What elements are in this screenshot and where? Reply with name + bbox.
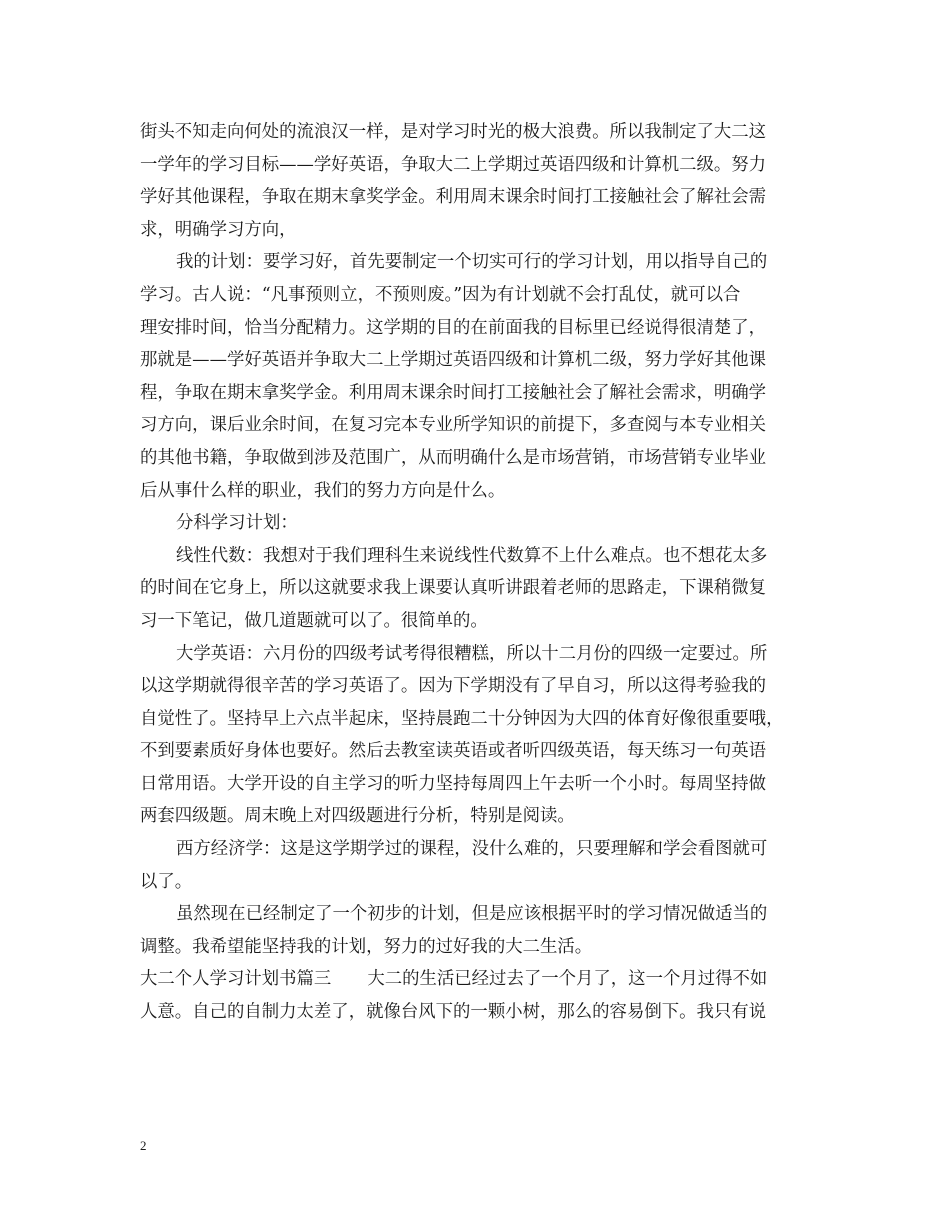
text-line: 那就是——学好英语并争取大二上学期过英语四级和计算机二级，努力学好其他课 [140,350,767,371]
text-line: 虽然现在已经制定了一个初步的计划，但是应该根据平时的学习情况做适当的 [176,904,768,925]
text-line: 以这学期就得很辛苦的学习英语了。因为下学期没有了早自习，所以这得考验我的 [140,676,767,697]
text-line: 自觉性了。坚持早上六点半起床，坚持晨跑二十分钟因为大四的体育好像很重要哦， [140,708,784,729]
text-line: 我的计划：要学习好，首先要制定一个切实可行的学习计划，用以指导自己的 [176,252,768,273]
text-line: 的时间在它身上，所以这就要求我上课要认真听讲跟着老师的思路走，下课稍微复 [140,578,767,599]
text-line: 程，争取在期末拿奖学金。利用周末课余时间打工接触社会了解社会需求，明确学 [140,382,767,403]
text-line: 调整。我希望能坚持我的计划，努力的过好我的大二生活。 [140,936,593,957]
text-line: 西方经济学：这是这学期学过的课程，没什么难的，只要理解和学会看图就可 [176,839,768,860]
text-line: 学好其他课程，争取在期末拿奖学金。利用周末课余时间打工接触社会了解社会需 [140,187,767,208]
text-line: 街头不知走向何处的流浪汉一样，是对学习时光的极大浪费。所以我制定了大二这 [140,122,767,142]
text-line: 线性代数：我想对于我们理科生来说线性代数算不上什么难点。也不想花太多 [176,545,768,566]
text-line: 不到要素质好身体也要好。然后去教室读英语或者听四级英语，每天练习一句英语 [140,741,767,762]
page-number: 2 [140,1138,147,1153]
text-line: 日常用语。大学开设的自主学习的听力坚持每周四上午去听一个小时。每周坚持做 [140,773,767,794]
text-line: 两套四级题。周末晚上对四级题进行分析，特别是阅读。 [140,806,575,827]
document-body [140,116,812,1029]
text-line: 人意。自己的自制力太差了，就像台风下的一颗小树，那么的容易倒下。我只有说 [140,1002,767,1023]
text-line: 习一下笔记，做几道题就可以了。很简单的。 [140,610,488,631]
text-line: 理安排时间，恰当分配精力。这学期的目的在前面我的目标里已经说得很清楚了， [140,317,767,338]
section-heading: 分科学习计划： [176,513,298,534]
text-line: 学习。古人说：“凡事预则立，不预则废。”因为有计划就不会打乱仗，就可以合 [140,284,741,305]
section-title: 大二个人学习计划书篇三 [140,969,332,990]
text-line: 一学年的学习目标——学好英语，争取大二上学期过英语四级和计算机二级。努力 [140,154,767,175]
text-line: 求，明确学习方向， [140,219,297,240]
section-first-sentence: 大二的生活已经过去了一个月了，这一个月过得不如 [367,969,768,990]
text-line: 后从事什么样的职业，我们的努力方向是什么。 [140,480,506,501]
section-title-line [140,963,812,996]
text-line: 大学英语：六月份的四级考试考得很糟糕，所以十二月份的四级一定要过。所 [176,643,768,664]
text-line: 以了。 [140,871,193,892]
text-line: 的其他书籍，争取做到涉及范围广，从而明确什么是市场营销，市场营销专业毕业 [140,447,767,468]
text-line: 习方向，课后业余时间，在复习完本专业所学知识的前提下，多查阅与本专业相关 [140,415,767,436]
